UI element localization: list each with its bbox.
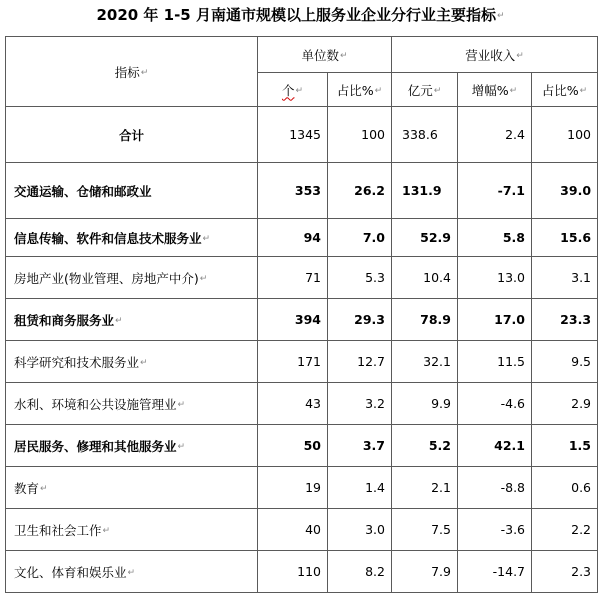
row-name: 居民服务、修理和其他服务业 [14, 438, 177, 454]
row-rev-growth-cell [458, 219, 532, 257]
row-count: 353 [294, 183, 321, 198]
row-count-share-cell [328, 551, 392, 593]
row-rev-value-cell [392, 163, 458, 219]
table-title-text: 2020 年 1-5 月南通市规模以上服务业企业分行业主要指标 [96, 6, 496, 24]
row-name-cell [6, 299, 258, 341]
total-rev-share-cell [532, 107, 598, 163]
row-rev-share: 3.1 [571, 270, 592, 285]
row-count: 394 [294, 312, 321, 327]
row-count-share: 12.7 [357, 354, 385, 369]
row-count-share-cell [328, 425, 392, 467]
row-count-cell [258, 467, 328, 509]
row-rev-value: 2.1 [431, 480, 451, 495]
row-rev-share-cell [532, 219, 598, 257]
indicators-table [5, 36, 598, 593]
row-rev-share-cell [532, 425, 598, 467]
paragraph-mark-icon: ↵ [127, 568, 136, 578]
table-row [6, 341, 598, 383]
row-rev-growth-cell [458, 383, 532, 425]
row-rev-value-cell [392, 509, 458, 551]
header-rev-growth-label: 增幅% [471, 82, 509, 98]
row-rev-share: 2.3 [571, 564, 592, 579]
row-rev-growth: -14.7 [492, 564, 525, 579]
row-rev-share-cell [532, 551, 598, 593]
row-rev-value-cell [392, 551, 458, 593]
header-indicator [6, 37, 258, 107]
row-name-cell [6, 341, 258, 383]
row-rev-share-cell [532, 467, 598, 509]
total-rev-growth-cell [458, 107, 532, 163]
total-rev-growth: 2.4 [505, 127, 525, 142]
row-rev-share: 39.0 [560, 183, 592, 198]
row-name-cell [6, 219, 258, 257]
row-rev-value-cell [392, 467, 458, 509]
row-count-share-cell [328, 299, 392, 341]
paragraph-mark-icon: ↵ [496, 10, 505, 21]
paragraph-mark-icon: ↵ [115, 316, 123, 326]
paragraph-mark-icon: ↵ [202, 234, 211, 244]
row-count: 71 [305, 270, 321, 285]
row-count-share-cell [328, 219, 392, 257]
total-rev-value-cell [392, 107, 458, 163]
row-count: 171 [297, 354, 321, 369]
row-count-cell [258, 299, 328, 341]
header-rev-share [532, 73, 598, 107]
row-rev-value: 78.9 [420, 312, 451, 327]
row-rev-share: 2.9 [571, 396, 592, 411]
row-count-share-cell [328, 163, 392, 219]
header-revenue [392, 37, 598, 73]
row-count-share-cell [328, 257, 392, 299]
row-count-share: 5.3 [365, 270, 385, 285]
row-count-cell [258, 383, 328, 425]
table-row [6, 509, 598, 551]
row-count-share: 26.2 [354, 183, 385, 198]
row-rev-share-cell [532, 383, 598, 425]
table-row [6, 425, 598, 467]
row-count-share-cell [328, 467, 392, 509]
row-count-cell [258, 551, 328, 593]
row-name-cell [6, 509, 258, 551]
paragraph-mark-icon: ↵ [509, 86, 518, 96]
row-count-cell [258, 425, 328, 467]
header-rev-value-label: 亿元 [407, 82, 433, 98]
row-rev-value: 52.9 [420, 230, 451, 245]
row-count-share: 29.3 [354, 312, 385, 327]
row-rev-growth: -3.6 [500, 522, 525, 537]
row-rev-value-cell [392, 257, 458, 299]
row-count-share: 8.2 [365, 564, 385, 579]
paragraph-mark-icon: ↵ [295, 86, 304, 96]
row-count: 50 [303, 438, 321, 453]
row-name-cell [6, 257, 258, 299]
row-count: 110 [297, 564, 321, 579]
row-rev-growth-cell [458, 425, 532, 467]
total-label: 合计 [118, 127, 144, 143]
row-rev-growth-cell [458, 509, 532, 551]
row-rev-growth-cell [458, 467, 532, 509]
paragraph-mark-icon: ↵ [102, 526, 111, 536]
row-rev-growth: -8.8 [500, 480, 525, 495]
row-rev-share: 15.6 [560, 230, 592, 245]
paragraph-mark-icon: ↵ [140, 358, 148, 368]
paragraph-mark-icon: ↵ [199, 274, 208, 284]
row-name-cell [6, 425, 258, 467]
paragraph-mark-icon: ↵ [40, 484, 48, 494]
row-count-cell [258, 163, 328, 219]
row-rev-share-cell [532, 509, 598, 551]
row-rev-share: 23.3 [560, 312, 592, 327]
row-name: 租赁和商务服务业 [14, 312, 115, 328]
row-rev-value-cell [392, 219, 458, 257]
row-rev-value-cell [392, 425, 458, 467]
row-rev-growth: -4.6 [500, 396, 525, 411]
row-rev-value: 9.9 [431, 396, 451, 411]
table-row [6, 383, 598, 425]
row-rev-growth: 13.0 [497, 270, 525, 285]
paragraph-mark-icon: ↵ [177, 400, 186, 410]
header-rev-share-label: 占比% [541, 82, 579, 98]
row-count-share: 3.2 [365, 396, 385, 411]
total-rev-value: 338.6 [402, 126, 438, 142]
table-row [6, 467, 598, 509]
row-count-cell [258, 509, 328, 551]
row-rev-share: 0.6 [571, 480, 592, 495]
row-rev-value: 7.5 [431, 522, 451, 537]
row-rev-value: 7.9 [431, 564, 451, 579]
row-rev-growth-cell [458, 257, 532, 299]
row-count-share: 3.0 [365, 522, 385, 537]
header-rev-value [392, 73, 458, 107]
row-name: 交通运输、仓储和邮政业 [14, 183, 152, 199]
header-count-share [328, 73, 392, 107]
row-rev-growth: 42.1 [494, 438, 525, 453]
table-row [6, 551, 598, 593]
row-rev-share: 1.5 [568, 438, 592, 453]
row-count-cell [258, 219, 328, 257]
row-rev-value: 5.2 [428, 438, 451, 453]
total-count: 1345 [289, 127, 321, 142]
row-rev-growth: 5.8 [502, 230, 525, 245]
row-rev-value: 131.9 [402, 182, 442, 198]
header-count-label: 个 [281, 82, 295, 98]
row-count: 40 [305, 522, 321, 537]
total-label-cell [6, 107, 258, 163]
header-row-1 [6, 37, 598, 73]
row-count-cell [258, 341, 328, 383]
row-rev-growth: 11.5 [497, 354, 525, 369]
total-count-share-cell [328, 107, 392, 163]
row-count-share: 7.0 [362, 230, 385, 245]
row-rev-share-cell [532, 163, 598, 219]
row-rev-growth-cell [458, 163, 532, 219]
header-rev-growth [458, 73, 532, 107]
table-row [6, 299, 598, 341]
row-name: 信息传输、软件和信息技术服务业 [14, 230, 202, 246]
total-count-cell [258, 107, 328, 163]
row-name: 文化、体育和娱乐业 [14, 564, 127, 580]
header-unit-count-label: 单位数 [301, 47, 339, 63]
row-name: 房地产业(物业管理、房地产中介) [14, 270, 199, 286]
table-row [6, 219, 598, 257]
header-count [258, 73, 328, 107]
row-count: 19 [305, 480, 321, 495]
paragraph-mark-icon: ↵ [140, 68, 149, 78]
row-count-share-cell [328, 509, 392, 551]
paragraph-mark-icon: ↵ [579, 86, 588, 96]
table-row-total [6, 107, 598, 163]
row-count-share: 1.4 [365, 480, 385, 495]
row-name: 科学研究和技术服务业 [14, 354, 140, 370]
row-rev-value-cell [392, 299, 458, 341]
row-rev-value: 10.4 [423, 270, 451, 285]
total-count-share: 100 [361, 127, 385, 142]
paragraph-mark-icon: ↵ [374, 86, 383, 96]
paragraph-mark-icon: ↵ [339, 51, 348, 61]
row-count: 94 [303, 230, 321, 245]
paragraph-mark-icon: ↵ [433, 86, 442, 96]
total-rev-share: 100 [567, 127, 592, 142]
paragraph-mark-icon: ↵ [177, 442, 186, 452]
table-row [6, 257, 598, 299]
header-indicator-label: 指标 [114, 64, 140, 80]
row-name-cell [6, 383, 258, 425]
row-count-share: 3.7 [362, 438, 385, 453]
row-rev-growth-cell [458, 299, 532, 341]
row-count-share-cell [328, 341, 392, 383]
row-rev-share: 2.2 [571, 522, 592, 537]
row-rev-value-cell [392, 341, 458, 383]
row-rev-share-cell [532, 257, 598, 299]
table-row [6, 163, 598, 219]
row-name: 教育 [14, 480, 40, 496]
table-title [0, 4, 601, 27]
row-count-cell [258, 257, 328, 299]
row-rev-share-cell [532, 341, 598, 383]
header-count-share-label: 占比% [336, 82, 374, 98]
row-name: 水利、环境和公共设施管理业 [14, 396, 177, 412]
header-unit-count [258, 37, 392, 73]
row-rev-value-cell [392, 383, 458, 425]
paragraph-mark-icon: ↵ [516, 51, 524, 61]
row-name: 卫生和社会工作 [14, 522, 102, 538]
row-rev-share: 9.5 [571, 354, 592, 369]
row-name-cell [6, 163, 258, 219]
row-rev-growth-cell [458, 341, 532, 383]
row-rev-share-cell [532, 299, 598, 341]
row-name-cell [6, 467, 258, 509]
row-rev-value: 32.1 [423, 354, 451, 369]
row-name-cell [6, 551, 258, 593]
row-count: 43 [305, 396, 321, 411]
row-rev-growth: 17.0 [494, 312, 525, 327]
row-count-share-cell [328, 383, 392, 425]
row-rev-growth: -7.1 [497, 183, 525, 198]
row-rev-growth-cell [458, 551, 532, 593]
header-revenue-label: 营业收入 [465, 47, 516, 63]
